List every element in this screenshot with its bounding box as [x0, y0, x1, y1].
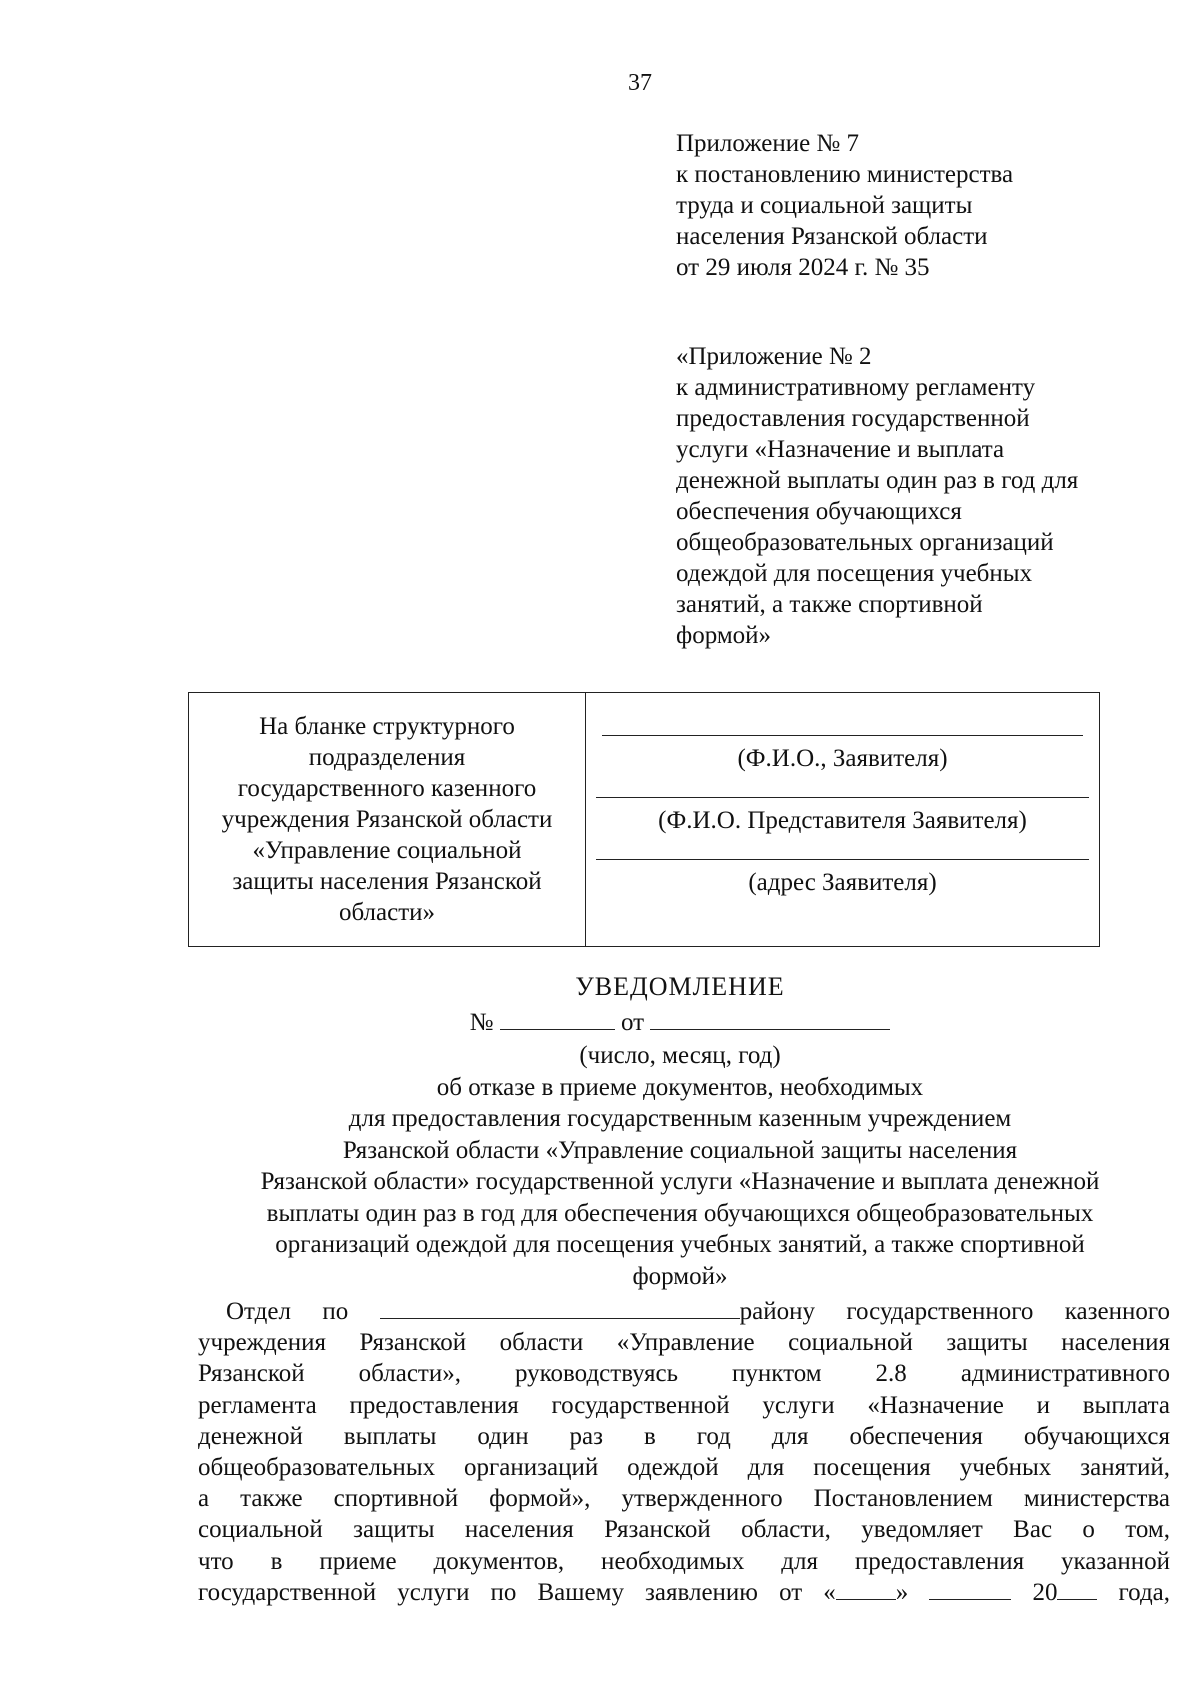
subject-line: формой»: [632, 1262, 728, 1290]
body-line: регламента предоставления государственной услуги «Назначение и выплата: [198, 1391, 1170, 1419]
letterhead-line: «Управление социальной: [252, 837, 522, 864]
quote-close: »: [895, 1578, 909, 1606]
appendix-2-line: занятий, а также спортивной: [676, 591, 983, 618]
appendix-2-block: [676, 341, 1136, 651]
appendix-2-line: общеобразовательных организаций: [676, 529, 1054, 556]
number-label: №: [469, 1009, 494, 1036]
appendix-2-line: предоставления государственной: [676, 405, 1030, 432]
subject-line: Рязанской области» государственной услуги «Назначение и выплата денежной: [260, 1168, 1100, 1195]
application-month-field[interactable]: [929, 1577, 1011, 1600]
body-line: учреждения Рязанской области «Управление социальной защиты населения: [198, 1329, 1170, 1357]
letterhead-line: защиты населения Рязанской: [232, 868, 542, 895]
date-caption: (число, месяц, год): [579, 1042, 781, 1069]
subject-line: выплаты один раз в год для обеспечения обучающихся общеобразовательных: [266, 1199, 1094, 1227]
appendix-7-line: Приложение № 7: [676, 130, 860, 157]
dept-label: Отдел по: [226, 1298, 349, 1325]
letterhead-cell: [189, 693, 586, 947]
subject-line: организаций одеждой для посещения учебных занятий, а также спортивной: [275, 1231, 1085, 1258]
from-label: от: [621, 1009, 645, 1036]
body-line: общеобразовательных организаций одеждой для посещения учебных занятий,: [198, 1454, 1170, 1482]
application-year-field[interactable]: [1057, 1577, 1097, 1600]
letterhead-line: подразделения: [308, 744, 466, 771]
notice-date-field[interactable]: [650, 1007, 890, 1030]
representative-name-field[interactable]: [596, 797, 1089, 798]
addressee-cell: [586, 693, 1100, 947]
notice-title: УВЕДОМЛЕНИЕ: [575, 972, 785, 1001]
notice-body: [198, 1296, 1170, 1608]
subject-line: Рязанской области «Управление социальной защиты населения: [342, 1136, 1018, 1164]
appendix-7-line: труда и социальной защиты: [676, 192, 973, 219]
applicant-address-field[interactable]: [596, 859, 1089, 860]
applicant-address-caption: (адрес Заявителя): [748, 869, 937, 896]
body-line: что в приеме документов, необходимых для предоставления указанной: [198, 1547, 1170, 1575]
district-suffix: району государственного казенного: [739, 1298, 1170, 1325]
body-line: а также спортивной формой», утвержденного Постановлением министерства: [198, 1485, 1170, 1513]
appendix-2-line: услуги «Назначение и выплата: [676, 436, 1005, 463]
appendix-2-line: «Приложение № 2: [676, 343, 872, 370]
subject-line: об отказе в приеме документов, необходимых: [436, 1073, 924, 1101]
application-date-text: государственной услуги по Вашему заявлению от «: [198, 1578, 836, 1606]
appendix-7-block: [676, 128, 1136, 283]
letterhead-line: государственного казенного: [237, 775, 537, 802]
notice-number-field[interactable]: [500, 1007, 615, 1030]
applicant-name-caption: (Ф.И.О., Заявителя): [737, 745, 948, 772]
body-line-last: [198, 1577, 1170, 1608]
appendix-2-line: одеждой для посещения учебных: [676, 560, 1033, 587]
applicant-name-field[interactable]: [602, 735, 1083, 736]
body-line: социальной защиты населения Рязанской области, уведомляет Вас о том,: [198, 1516, 1170, 1544]
appendix-7-line: населения Рязанской области: [676, 223, 988, 250]
page-number: 37: [628, 70, 652, 96]
appendix-7-line: к постановлению министерства: [676, 161, 1014, 188]
letterhead-line: области»: [338, 899, 436, 926]
body-line: денежной выплаты один раз в год для обеспечения обучающихся: [198, 1422, 1170, 1450]
year-prefix: 20: [1032, 1578, 1058, 1606]
body-line-first: [198, 1296, 1170, 1327]
subject-line: для предоставления государственным казенным учреждением: [348, 1105, 1012, 1132]
body-line: Рязанской области», руководствуясь пунктом 2.8 административного: [198, 1360, 1170, 1388]
header-table: [188, 692, 1100, 947]
letterhead-line: учреждения Рязанской области: [221, 806, 553, 833]
notice-subject: [190, 1040, 1170, 1292]
appendix-2-line: обеспечения обучающихся: [676, 498, 962, 525]
year-suffix: года,: [1118, 1578, 1171, 1606]
appendix-2-line: к административному регламенту: [676, 374, 1036, 401]
letterhead-line: На бланке структурного: [259, 713, 515, 740]
representative-name-caption: (Ф.И.О. Представителя Заявителя): [658, 807, 1027, 834]
notice-number-line: [0, 1007, 1200, 1037]
application-day-field[interactable]: [836, 1577, 896, 1600]
appendix-2-line: формой»: [676, 622, 772, 649]
district-field[interactable]: [380, 1296, 740, 1319]
appendix-7-line: от 29 июля 2024 г. № 35: [676, 254, 930, 281]
appendix-2-line: денежной выплаты один раз в год для: [676, 467, 1079, 494]
